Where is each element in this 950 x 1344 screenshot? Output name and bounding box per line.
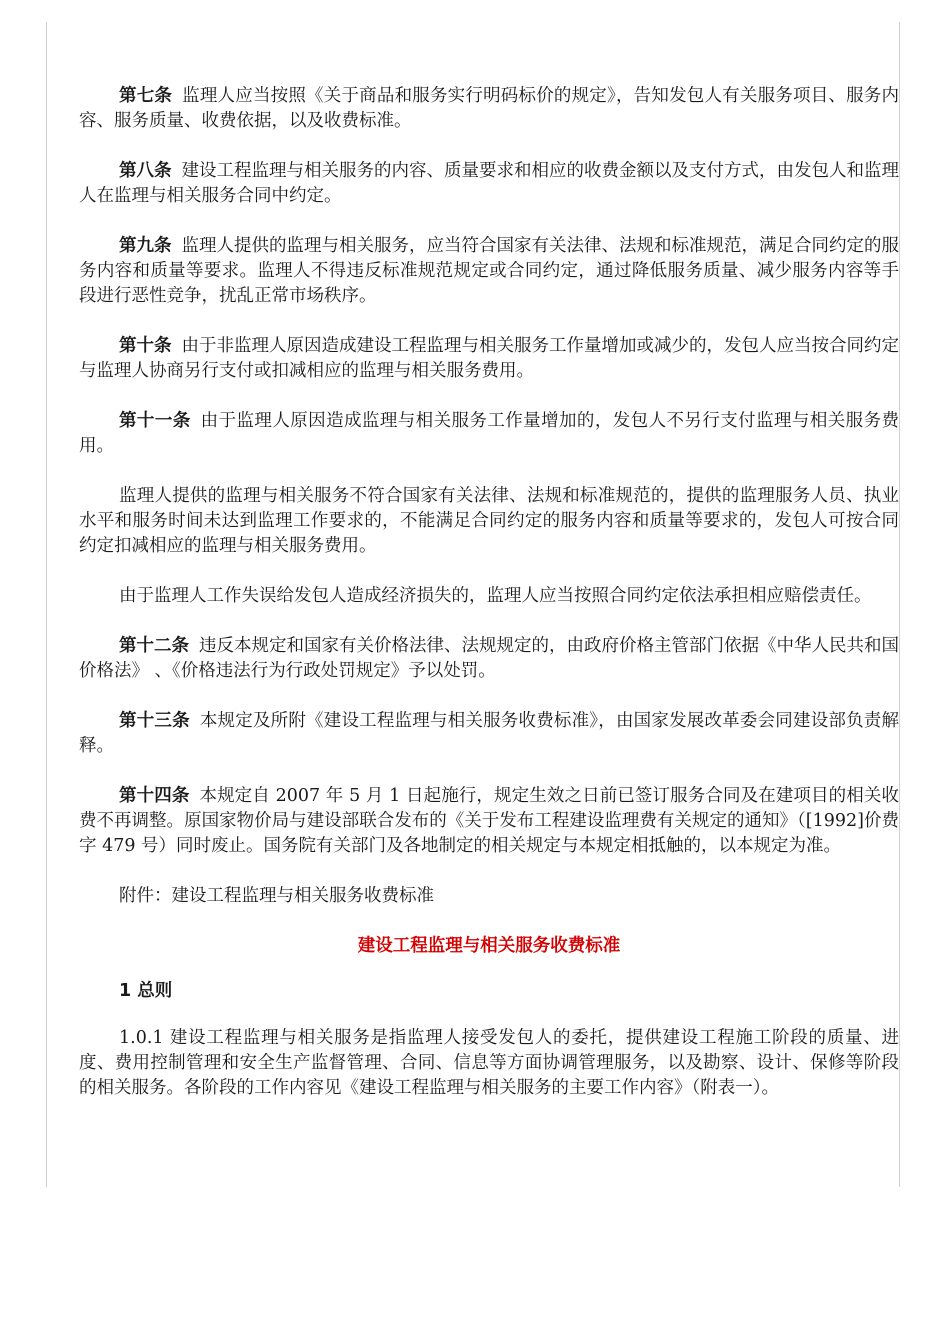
attachment-note: 附件：建设工程监理与相关服务收费标准 xyxy=(119,886,434,906)
document-page xyxy=(46,22,900,1187)
article-label: 第十一条 xyxy=(119,411,191,431)
article-label: 第十四条 xyxy=(119,786,190,806)
article-10 xyxy=(79,334,899,384)
article-text: 监理人应当按照《关于商品和服务实行明码标价的规定》，告知发包人有关服务项目、服务内容、服务质量、收费依据，以及收费标准。 xyxy=(79,86,900,131)
article-text: 由于非监理人原因造成建设工程监理与相关服务工作量增加或减少的，发包人应当按合同约定与监理人协商另行支付或扣减相应的监理与相关服务费用。 xyxy=(79,336,899,381)
article-7 xyxy=(79,84,899,134)
clause-1-0-1: 1.0.1 建设工程监理与相关服务是指监理人接受发包人的委托，提供建设工程施工阶段的质量、进度、费用控制管理和安全生产监督管理、合同、信息等方面协调管理服务，以及勘察、设计、保修等阶段的相关服务。各阶段的工作内容见《建设工程监理与相关服务的主要工作内容》（附表一）。 xyxy=(79,1028,899,1098)
standard-title: 建设工程监理与相关服务收费标准 xyxy=(357,936,621,956)
article-label: 第九条 xyxy=(119,236,172,256)
article-text: 违反本规定和国家有关价格法律、法规规定的，由政府价格主管部门依据《中华人民共和国价格法》 、《价格违法行为行政处罚规定》予以处罚。 xyxy=(79,636,899,681)
article-14 xyxy=(79,784,899,859)
article-text: 监理人提供的监理与相关服务，应当符合国家有关法律、法规和标准规范，满足合同约定的服务内容和质量等要求。监理人不得违反标准规范规定或合同约定，通过降低服务质量、减少服务内容等手段进行恶性竞争，扰乱正常市场秩序。 xyxy=(79,236,899,306)
article-text: 本规定及所附《建设工程监理与相关服务收费标准》，由国家发展改革委会同建设部负责解释。 xyxy=(79,711,900,756)
article-label: 第八条 xyxy=(119,161,172,181)
article-9 xyxy=(79,234,899,309)
article-12 xyxy=(79,634,899,684)
article-11-paragraph-2 xyxy=(79,484,899,559)
article-label: 第七条 xyxy=(119,86,173,106)
article-label: 第十三条 xyxy=(119,711,190,731)
document-body xyxy=(79,84,899,1126)
article-13 xyxy=(79,709,899,759)
article-text: 监理人提供的监理与相关服务不符合国家有关法律、法规和标准规范的，提供的监理服务人员、执业水平和服务时间未达到监理工作要求的，不能满足合同约定的服务内容和质量等要求的，发包人可按合同约定扣减相应的监理与相关服务费用。 xyxy=(79,486,899,556)
article-text: 由于监理人原因造成监理与相关服务工作量增加的，发包人不另行支付监理与相关服务费用。 xyxy=(79,411,900,456)
article-label: 第十二条 xyxy=(119,636,189,656)
article-text: 由于监理人工作失误给发包人造成经济损失的，监理人应当按照合同约定依法承担相应赔偿责任。 xyxy=(119,586,872,606)
article-8 xyxy=(79,159,899,209)
article-label: 第十条 xyxy=(119,336,172,356)
article-11 xyxy=(79,409,899,459)
article-text: 建设工程监理与相关服务的内容、质量要求和相应的收费金额以及支付方式，由发包人和监理人在监理与相关服务合同中约定。 xyxy=(79,161,899,206)
section-heading: 1 总则 xyxy=(119,981,173,1001)
article-11-paragraph-3 xyxy=(79,584,899,609)
article-text: 本规定自 2007 年 5 月 1 日起施行，规定生效之日前已签订服务合同及在建项目的相关收费不再调整。原国家物价局与建设部联合发布的《关于发布工程建设监理费有关规定的通知》（[1992]价费字 479 号）同时废止。国务院有关部门及各地制定的相关规定与本规定相抵触的，以本规定为准。 xyxy=(79,786,899,856)
